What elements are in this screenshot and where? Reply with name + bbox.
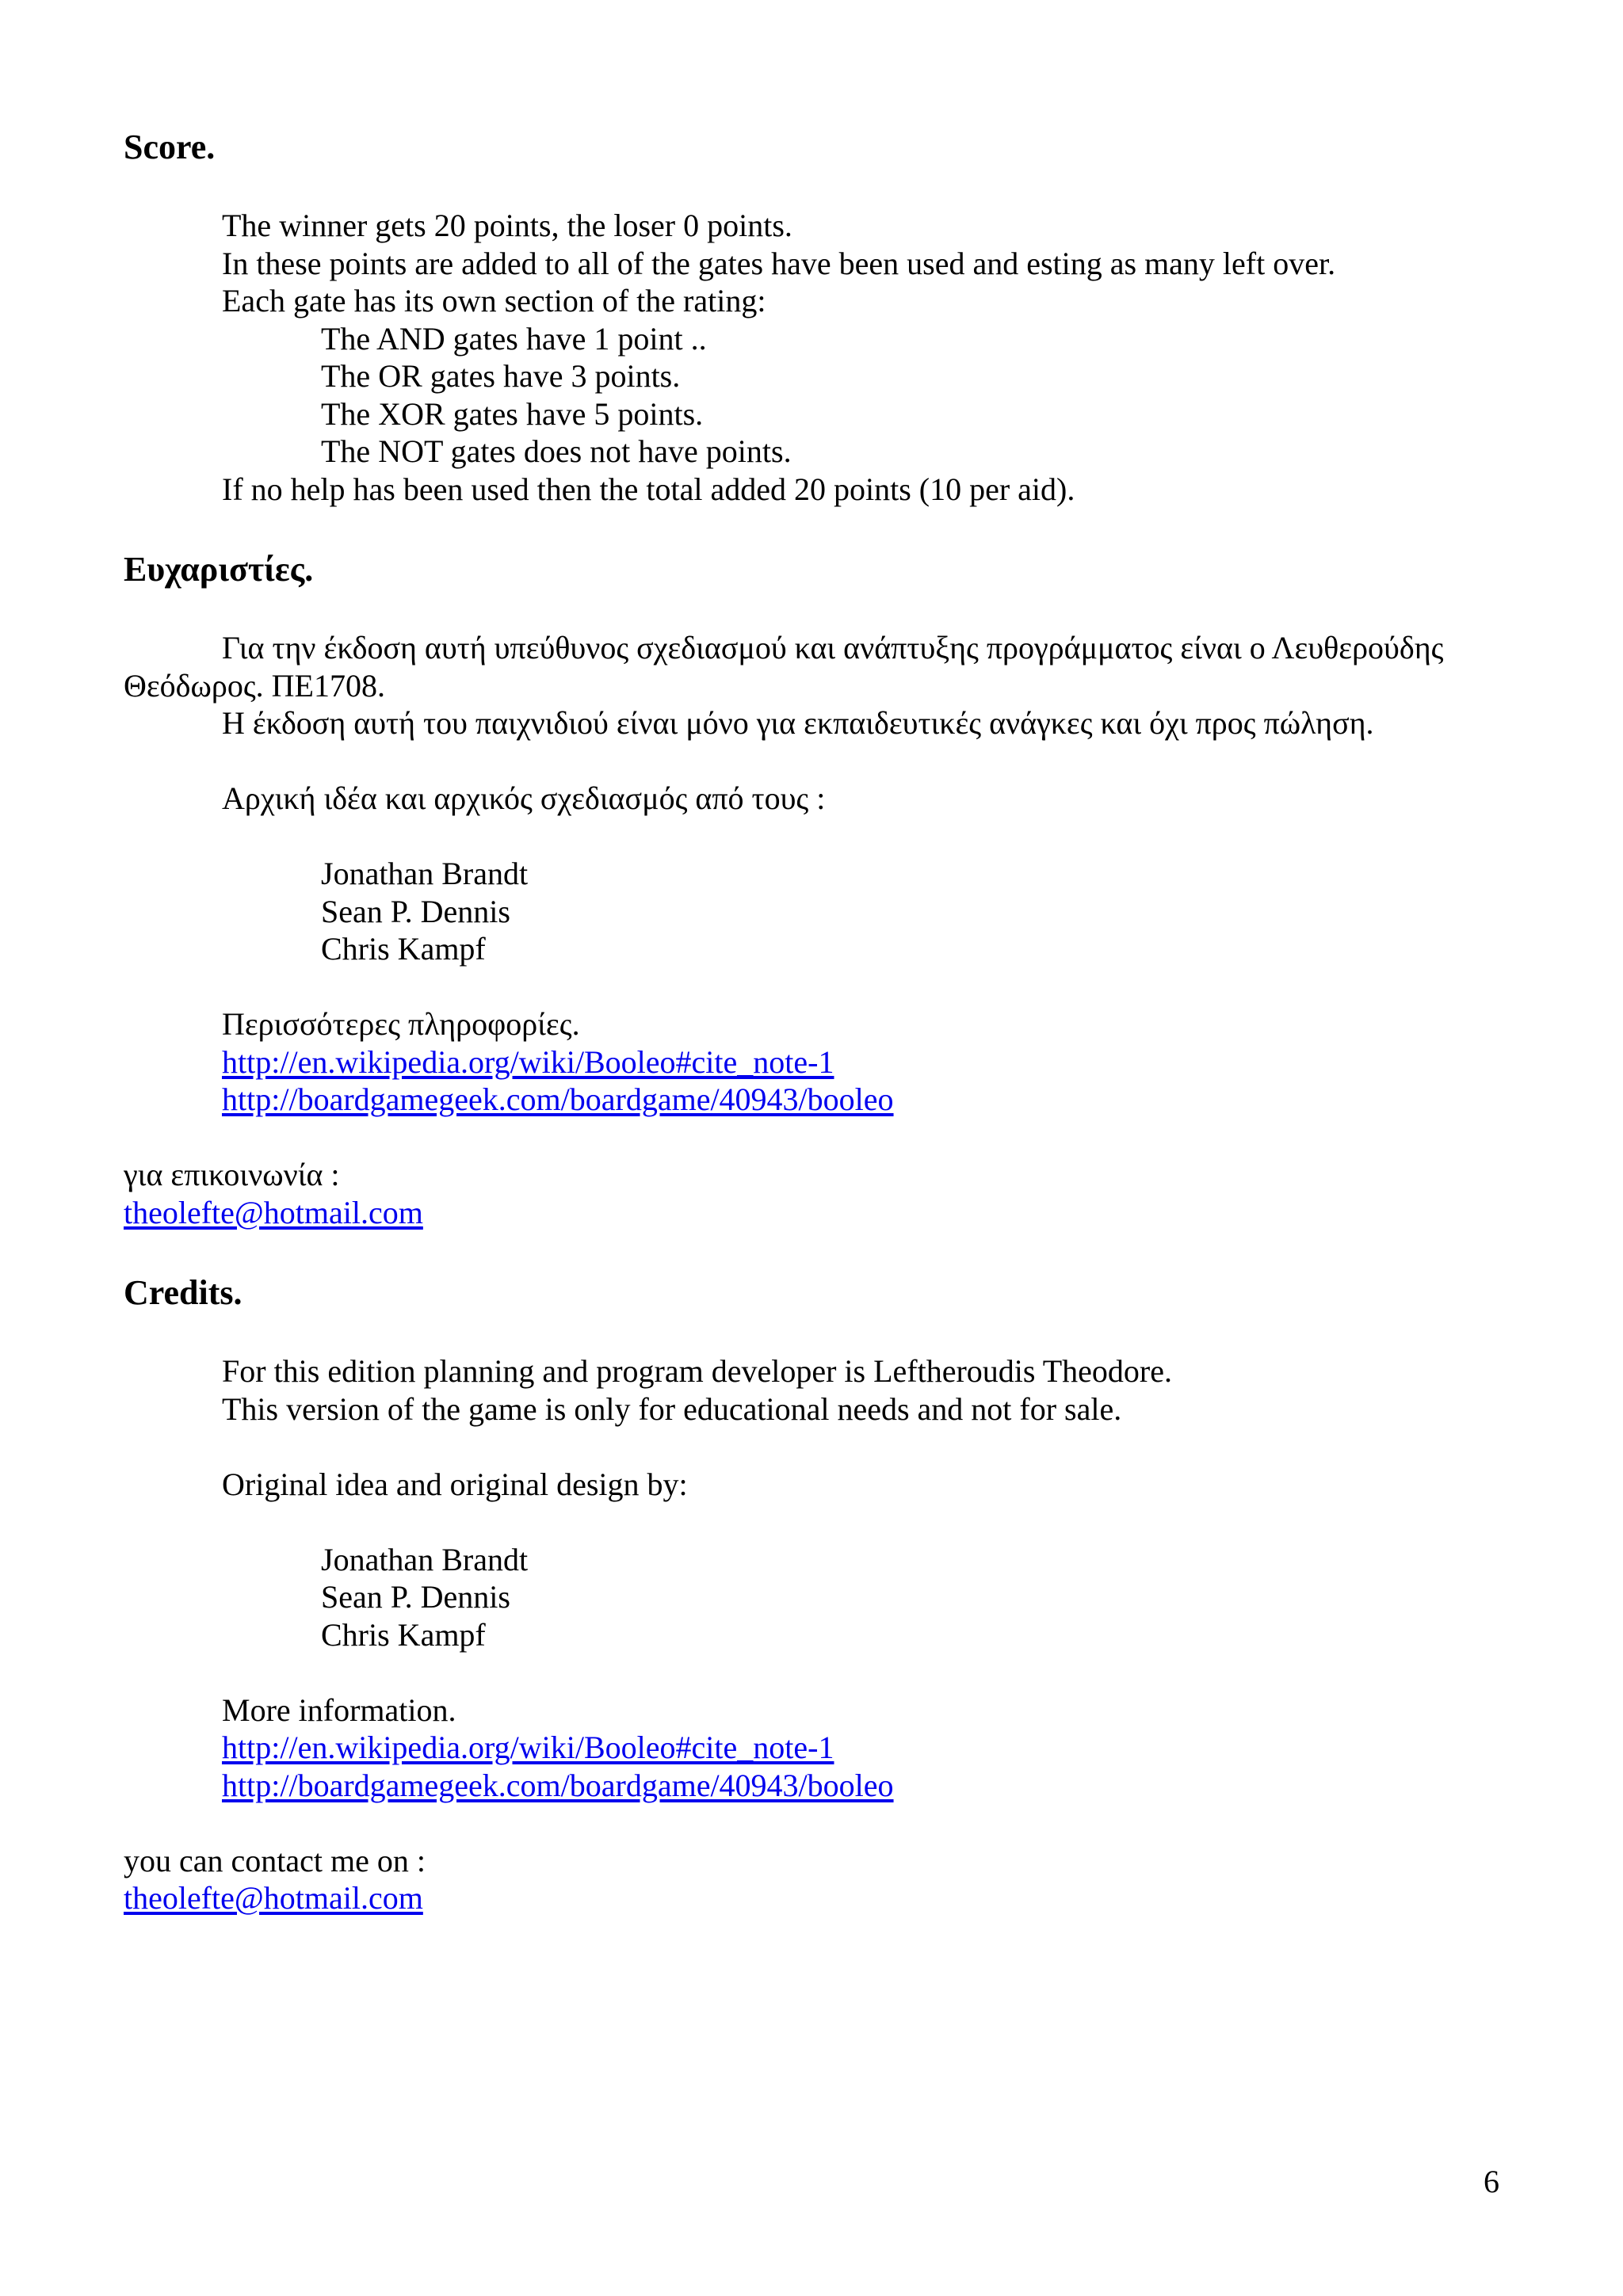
score-heading: Score. [124, 128, 216, 166]
score-rule-xor: The XOR gates have 5 points. [321, 396, 704, 432]
credits-text: This version of the game is only for educational needs and not for sale. [222, 1391, 1122, 1427]
score-rule-or: The OR gates have 3 points. [321, 358, 681, 394]
boardgamegeek-link[interactable]: http://boardgamegeek.com/boardgame/40943/booleo [222, 1081, 894, 1117]
credits-heading: Credits. [124, 1273, 242, 1312]
score-line: Each gate has its own section of the rating: [222, 283, 766, 318]
contact-label: you can contact me on : [124, 1843, 426, 1878]
acknowledgements-heading: Ευχαριστίες. [124, 550, 314, 589]
acknowledgements-text: Για την έκδοση αυτή υπεύθυνος σχεδιασμού και ανάπτυξης προγράμματος είναι ο Λευθερούδης [222, 630, 1444, 666]
author-name: Chris Kampf [321, 931, 486, 967]
author-name: Jonathan Brandt [321, 856, 529, 891]
score-rule-not: The NOT gates does not have points. [321, 433, 792, 469]
contact-email-link[interactable]: theolefte@hotmail.com [124, 1880, 423, 1916]
score-line: The winner gets 20 points, the loser 0 points. [222, 208, 792, 243]
credits-text: For this edition planning and program developer is Leftheroudis Theodore. [222, 1353, 1172, 1389]
contact-label: για επικοινωνία : [124, 1157, 340, 1192]
wikipedia-link[interactable]: http://en.wikipedia.org/wiki/Booleo#cite_note-1 [222, 1730, 834, 1765]
author-name: Chris Kampf [321, 1617, 486, 1653]
score-line: In these points are added to all of the gates have been used and esting as many left over. [222, 246, 1336, 281]
original-idea-label: Original idea and original design by: [222, 1466, 688, 1502]
wikipedia-link[interactable]: http://en.wikipedia.org/wiki/Booleo#cite_note-1 [222, 1044, 834, 1080]
author-name: Jonathan Brandt [321, 1542, 529, 1577]
original-idea-label: Αρχική ιδέα και αρχικός σχεδιασμός από τους : [222, 780, 826, 816]
page-number: 6 [1484, 2164, 1499, 2199]
acknowledgements-text: Η έκδοση αυτή του παιχνιδιού είναι μόνο για εκπαιδευτικές ανάγκες και όχι προς πώληση. [222, 705, 1374, 741]
contact-email-link[interactable]: theolefte@hotmail.com [124, 1195, 423, 1230]
boardgamegeek-link[interactable]: http://boardgamegeek.com/boardgame/40943/booleo [222, 1768, 894, 1803]
author-name: Sean P. Dennis [321, 1579, 510, 1615]
more-info-label: Περισσότερες πληροφορίες. [222, 1006, 580, 1042]
more-info-label: More information. [222, 1692, 456, 1728]
score-rule-and: The AND gates have 1 point .. [321, 321, 707, 357]
score-line: If no help has been used then the total added 20 points (10 per aid). [222, 471, 1075, 507]
author-name: Sean P. Dennis [321, 894, 510, 929]
acknowledgements-text: Θεόδωρος. ΠΕ1708. [124, 668, 385, 704]
